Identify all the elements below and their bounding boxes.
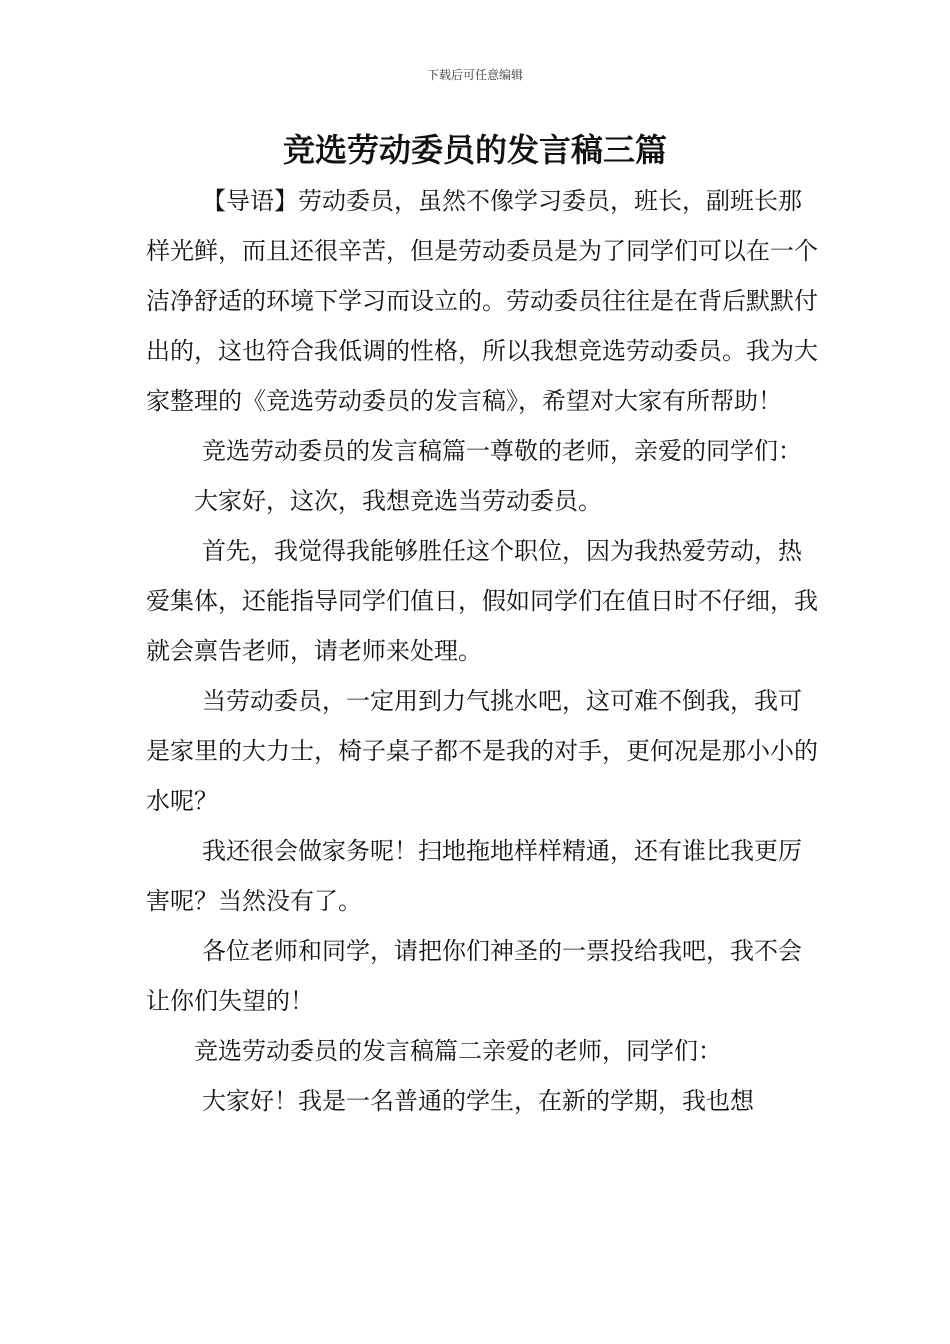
paragraph-speech-two-start: 大家好！我是一名普通的学生，在新的学期，我也想: [202, 1087, 754, 1115]
document-body: [146, 176, 818, 1126]
paragraph-greeting: 大家好，这次，我想竞选当劳动委员。: [194, 487, 602, 515]
paragraph-speech-two-heading: 竞选劳动委员的发言稿篇二亲爱的老师，同学们：: [194, 1037, 722, 1065]
paragraph-housework: 我还很会做家务呢！扫地拖地样样精通，还有谁比我更厉害呢？当然没有了。: [146, 837, 802, 915]
paragraph-vote-request: 各位老师和同学，请把你们神圣的一票投给我吧，我不会让你们失望的！: [146, 937, 802, 1015]
document-title: 竞选劳动委员的发言稿三篇: [282, 131, 667, 169]
paragraph-strength: 当劳动委员，一定用到力气挑水吧，这可难不倒我，我可是家里的大力士，椅子桌子都不是我的对手，更何况是那小小的水呢？: [146, 687, 818, 815]
paragraph-intro: 【导语】劳动委员，虽然不像学习委员，班长，副班长那样光鲜，而且还很辛苦，但是劳动委员是为了同学们可以在一个洁净舒适的环境下学习而设立的。劳动委员往往是在背后默默付出的，这也符合我低调的性格，所以我想竞选劳动委员。我为大家整理的《竞选劳动委员的发言稿》，希望对大家有所帮助！: [146, 187, 818, 415]
paragraph-speech-one-heading: 竞选劳动委员的发言稿篇一尊敬的老师，亲爱的同学们：: [202, 437, 802, 465]
paragraph-first-reason: 首先，我觉得我能够胜任这个职位，因为我热爱劳动，热爱集体，还能指导同学们值日，假如同学们在值日时不仔细，我就会禀告老师，请老师来处理。: [146, 537, 818, 665]
header-note: 下载后可任意编辑: [426, 68, 523, 82]
